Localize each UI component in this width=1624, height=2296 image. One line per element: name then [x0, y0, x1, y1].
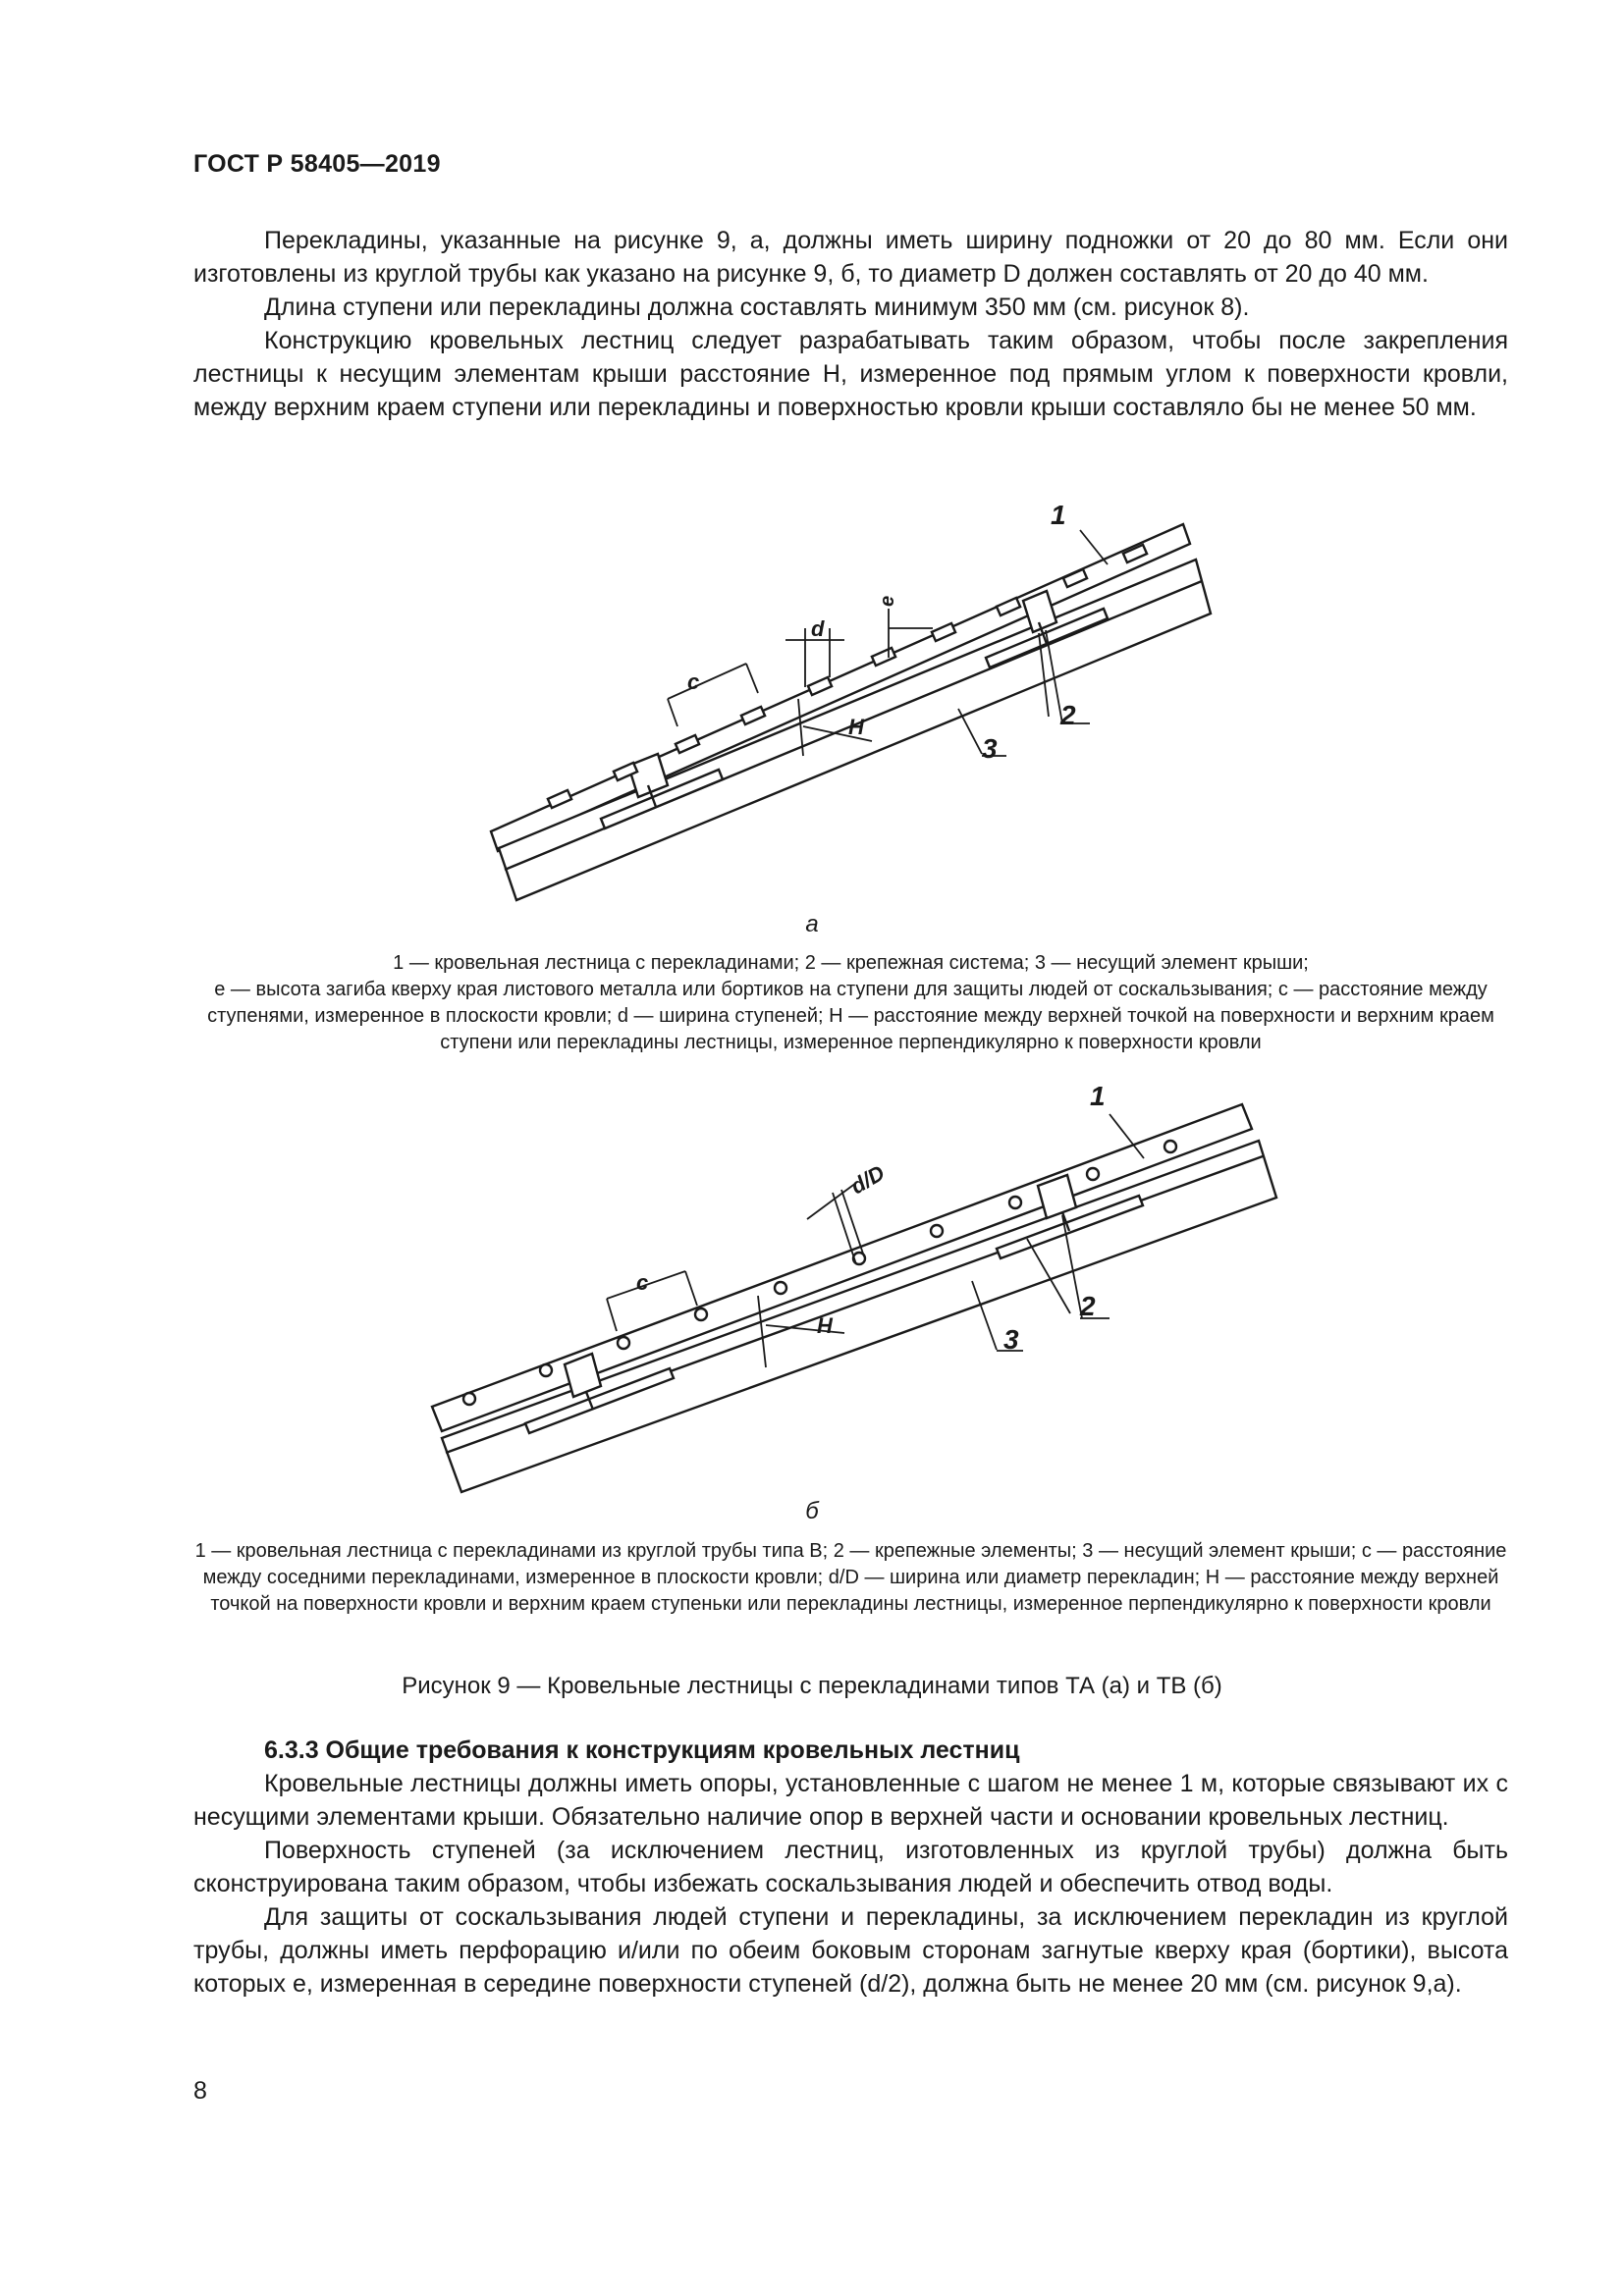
round-rung: [931, 1225, 943, 1237]
round-rung: [1009, 1197, 1021, 1208]
dim-d: d: [811, 616, 825, 641]
figure-9a-drawing: [471, 491, 1257, 913]
section-heading: 6.3.3 Общие требования к конструкциям кровельных лестниц: [264, 1736, 1020, 1764]
figure-9a-legend-line-2: e — высота загиба кверху края листового металла или бортиков на ступени для защиты людей от соскальзывания; c — расстояние между ступенями, измеренное в плоскости кровли; d — ширина ступеней; H — расстояние между верхней точкой на поверхности и верхним краем ступени или перекладины лестницы, измеренное перпендикулярно к поверхности кровли: [207, 979, 1494, 1053]
section-paragraph-1: Кровельные лестницы должны иметь опоры, установленные с шагом не менее 1 м, которые связывают их с несущими элементами крыши. Обязательно наличие опор в верхней части и основании кровельных лестниц.: [193, 1770, 1508, 1831]
section-6-3-3: [193, 1734, 1508, 2001]
figure-9b: [0, 1060, 1624, 1541]
dim-c: c: [636, 1270, 649, 1295]
dim-c: c: [687, 669, 700, 694]
callout-3: 3: [982, 733, 998, 764]
figure-9b-drawing: [412, 1060, 1296, 1512]
callout-2: 2: [1060, 700, 1076, 730]
figure-caption: Рисунок 9 — Кровельные лестницы с перекладинами типов ТА (а) и ТВ (б): [402, 1673, 1222, 1699]
round-rung: [1087, 1168, 1099, 1180]
section-paragraph-2: Поверхность ступеней (за исключением лестниц, изготовленных из круглой трубы) должна быть сконструирована таким образом, чтобы избежать соскальзывания людей и обеспечить отвод воды.: [193, 1837, 1508, 1897]
intro-paragraph-2: Длина ступени или перекладины должна составлять минимум 350 мм (см. рисунок 8).: [264, 294, 1250, 321]
callout-1: 1: [1090, 1081, 1106, 1111]
figure-9a-legend: [193, 950, 1508, 1056]
figure-9b-legend-line-1: 1 — кровельная лестница с перекладинами из круглой трубы типа В; 2 — крепежные элементы; 3 — несущий элемент крыши; c — расстояние между соседними перекладинами, измеренное в плоскости кровли; d/D — ширина или диаметр перекладин; H — расстояние между верхней точкой на поверхности кровли и верхним краем ступеньки или перекладины лестницы, измеренное перпендикулярно к поверхности кровли: [194, 1540, 1507, 1615]
dim-e: e: [877, 595, 898, 607]
ladder-rail: [432, 1104, 1252, 1431]
page-number: 8: [193, 2077, 207, 2105]
figure-9b-legend: [193, 1538, 1508, 1618]
figure-9b-sublabel: б: [805, 1498, 819, 1524]
dim-H: H: [817, 1313, 833, 1338]
round-rung: [618, 1337, 629, 1349]
figure-9a: [0, 491, 1624, 962]
round-rung: [463, 1393, 475, 1405]
round-rung: [775, 1282, 786, 1294]
callout-1: 1: [1051, 500, 1066, 530]
dim-H: H: [848, 715, 864, 739]
document-header: ГОСТ Р 58405—2019: [193, 150, 441, 178]
callout-2: 2: [1080, 1291, 1096, 1321]
figure-9a-legend-line-1: 1 — кровельная лестница с перекладинами; 2 — крепежная система; 3 — несущий элемент крыши;: [393, 952, 1309, 974]
section-paragraph-3: Для защиты от соскальзывания людей ступени и перекладины, за исключением перекладин из круглой трубы, должны иметь перфорацию и/или по обеим боковым сторонам загнутые кверху края (бортики), высота которых e, измеренная в середине поверхности ступеней (d/2), должна быть не менее 20 мм (см. рисунок 9,а).: [193, 1903, 1508, 1998]
intro-text: [193, 224, 1508, 424]
dim-dD: d/D: [846, 1159, 890, 1200]
intro-paragraph-1: Перекладины, указанные на рисунке 9, а, должны иметь ширину подножки от 20 до 80 мм. Если они изготовлены из круглой трубы как указано на рисунке 9, б, то диаметр D должен составлять от 20 до 40 мм.: [193, 227, 1508, 288]
callout-3: 3: [1003, 1324, 1019, 1355]
intro-paragraph-3: Конструкцию кровельных лестниц следует разрабатывать таким образом, чтобы после закрепления лестницы к несущим элементам крыши расстояние H, измеренное под прямым углом к поверхности кровли, между верхним краем ступени или перекладины и поверхностью кровли крыши составляло бы не менее 50 мм.: [193, 327, 1508, 421]
figure-9a-sublabel: а: [805, 911, 819, 937]
round-rung: [540, 1364, 552, 1376]
round-rung: [1164, 1141, 1176, 1152]
round-rung: [695, 1308, 707, 1320]
